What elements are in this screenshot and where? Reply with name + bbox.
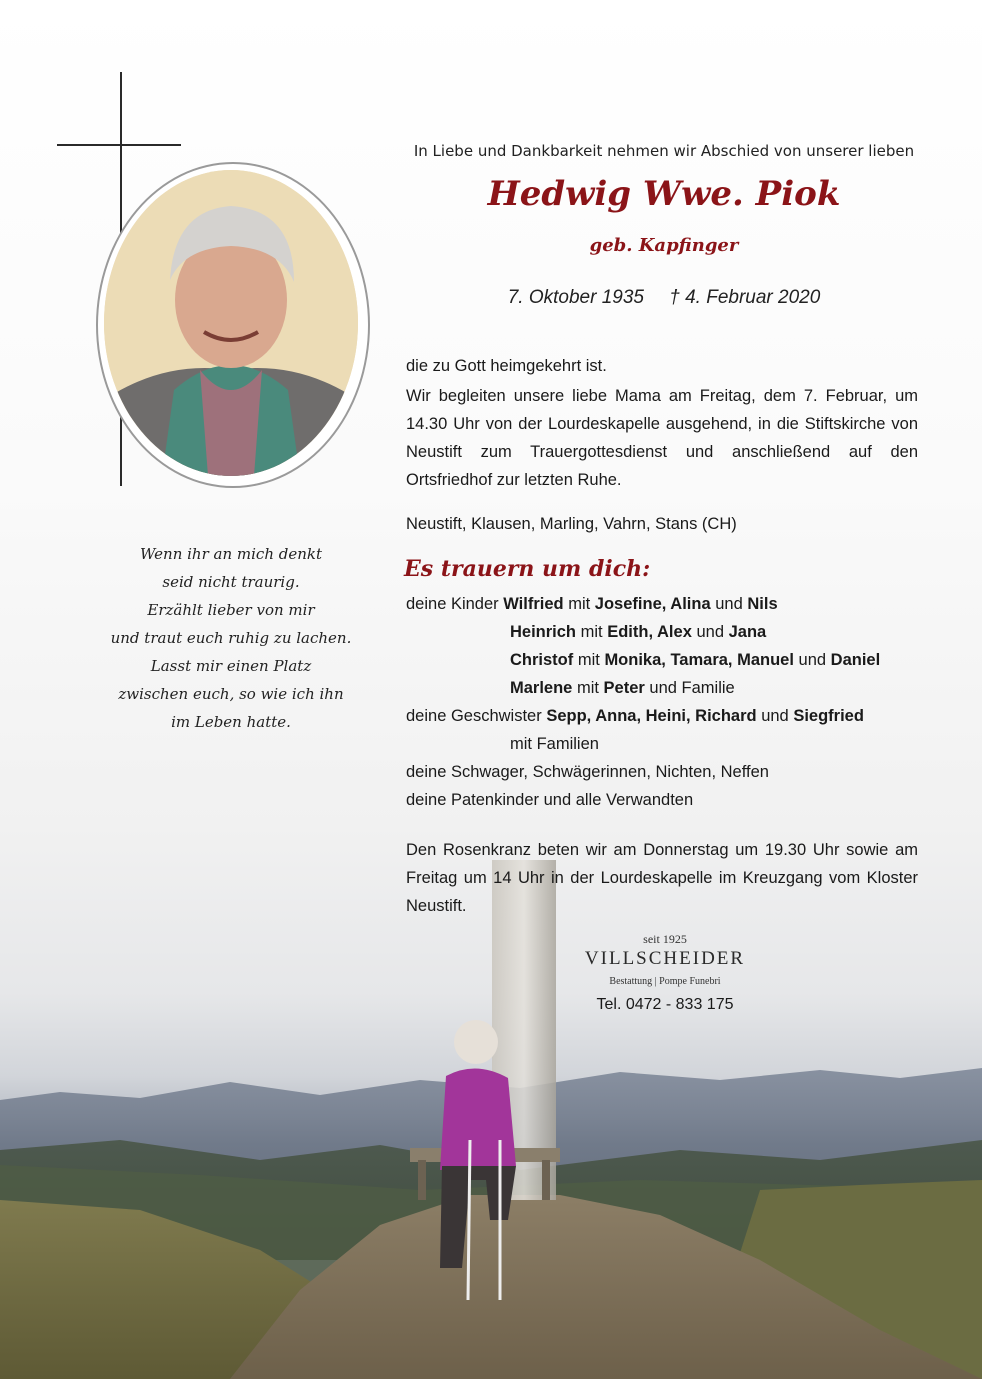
death-date: † 4. Februar 2020 xyxy=(669,287,821,308)
birth-date: 7. Oktober 1935 xyxy=(507,287,644,308)
poem xyxy=(100,540,362,736)
family-line-children-3 xyxy=(406,646,982,674)
partner-names: Monika, Tamara, Manuel xyxy=(604,651,794,669)
places-list: Neustift, Klausen, Marling, Vahrn, Stans (CH) xyxy=(406,515,737,533)
family-line-siblings xyxy=(406,702,926,730)
undertaker-since: seit 1925 xyxy=(643,932,687,946)
poem-line: seid nicht traurig. xyxy=(162,573,300,591)
partner-names: Josefine, Alina xyxy=(594,595,711,613)
family-line-godchildren: deine Patenkinder und alle Verwandten xyxy=(406,791,694,809)
family-connector: und xyxy=(696,623,724,641)
undertaker-phone: Tel. 0472 - 833 175 xyxy=(596,996,734,1013)
family-line-siblings-suffix: mit Familien xyxy=(510,735,599,753)
rosary-details: Den Rosenkranz beten wir am Donnerstag um 19.30 Uhr sowie am Freitag um 14 Uhr in der Lourdeskapelle im Kreuzgang vom Kloster Neustift. xyxy=(406,841,918,915)
deceased-name: Hedwig Wwe. Piok xyxy=(487,174,841,214)
grandchild-name: Daniel xyxy=(830,651,881,669)
family-line-inlaws: deine Schwager, Schwägerinnen, Nichten, Neffen xyxy=(406,763,769,781)
grandchild-name: Nils xyxy=(747,595,778,613)
poem-line: Wenn ihr an mich denkt xyxy=(139,545,323,563)
sibling-name-last: Siegfried xyxy=(793,707,864,725)
returned-to-god-text: die zu Gott heimgekehrt ist. xyxy=(406,357,607,375)
undertaker-logo: VILLSCHEIDER xyxy=(584,948,746,969)
family-line-children-4 xyxy=(406,674,982,702)
family-prefix: deine Geschwister xyxy=(406,707,542,725)
intro-text: In Liebe und Dankbarkeit nehmen wir Abschied von unserer lieben xyxy=(413,142,915,160)
portrait-photo xyxy=(104,170,358,476)
funeral-details: Wir begleiten unsere liebe Mama am Freitag, dem 7. Februar, um 14.30 Uhr von der Lourdeskapelle ausgehend, in die Stiftskirche von Neustift zum Trauergottesdienst und anschließend auf den Ortsfriedhof zur letzten Ruhe. xyxy=(406,387,918,489)
family-connector: mit xyxy=(577,651,600,669)
family-connector: und xyxy=(798,651,827,669)
child-name: Marlene xyxy=(510,679,573,697)
partner-names: Peter xyxy=(603,679,645,697)
poem-line: Erzählt lieber von mir xyxy=(147,601,315,619)
poem-line: im Leben hatte. xyxy=(171,713,291,731)
child-name: Heinrich xyxy=(510,623,577,641)
poem-line: zwischen euch, so wie ich ihn xyxy=(118,685,344,703)
grandchild-name: Jana xyxy=(728,623,767,641)
poem-line: Lasst mir einen Platz xyxy=(150,657,312,675)
child-name: Christof xyxy=(510,651,574,669)
poem-line: und traut euch ruhig zu lachen. xyxy=(110,629,352,647)
family-line-children-1 xyxy=(406,590,926,618)
family-connector: mit xyxy=(576,679,599,697)
life-dates xyxy=(404,287,924,309)
family-connector: und xyxy=(715,595,743,613)
sibling-names: Sepp, Anna, Heini, Richard xyxy=(546,707,757,725)
family-line-children-2 xyxy=(406,618,982,646)
partner-names: Edith, Alex xyxy=(607,623,692,641)
family-connector: mit xyxy=(580,623,603,641)
mourning-title: Es trauern um dich: xyxy=(404,556,651,582)
child-name: Wilfried xyxy=(503,595,564,613)
undertaker-subtitle: Bestattung | Pompe Funebri xyxy=(609,976,721,987)
family-connector: und Familie xyxy=(649,679,735,697)
cross-horizontal xyxy=(57,144,181,146)
family-prefix: deine Kinder xyxy=(406,595,499,613)
maiden-name: geb. Kapfinger xyxy=(589,235,739,256)
family-connector: und xyxy=(761,707,789,725)
family-connector: mit xyxy=(568,595,591,613)
